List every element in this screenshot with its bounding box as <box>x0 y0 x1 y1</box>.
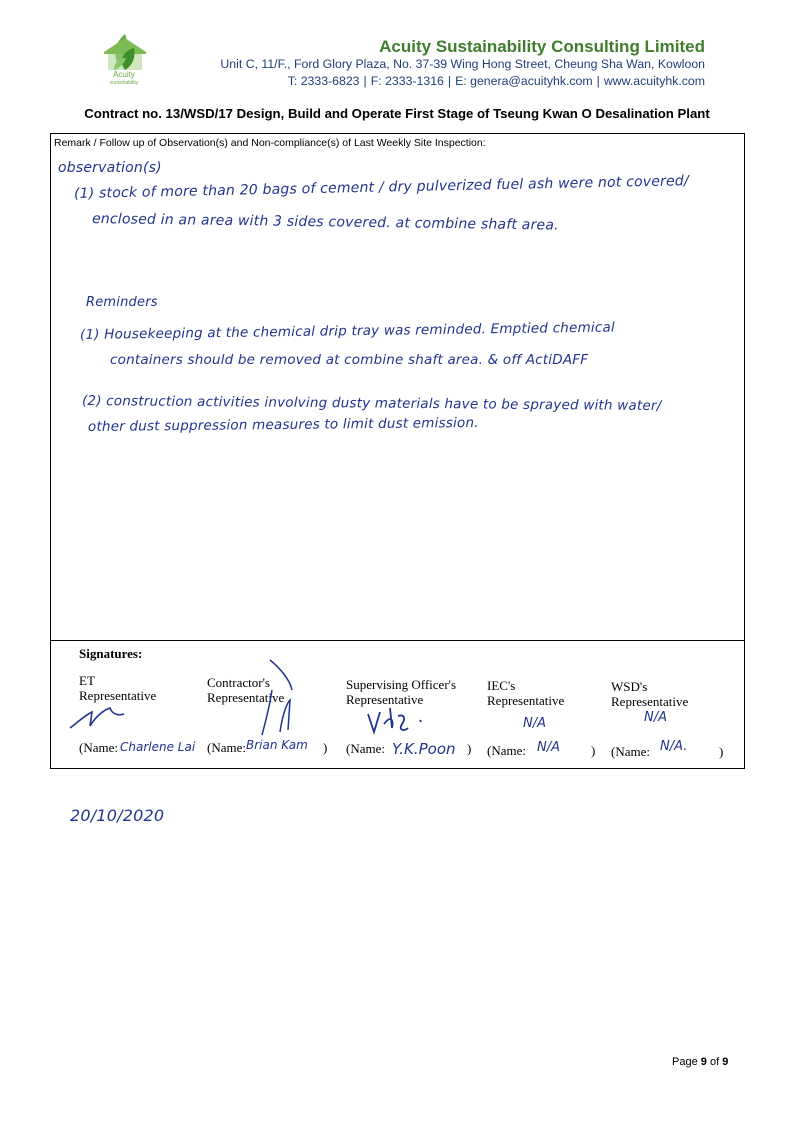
et-role-line2: Representative <box>79 688 157 703</box>
contractor-name-close: ) <box>323 740 328 755</box>
separator: | <box>447 74 452 88</box>
fax-number: F: 2333-1316 <box>370 74 444 88</box>
page-prefix: Page <box>672 1056 698 1068</box>
handwritten-line: enclosed in an area with 3 sides covered. at combine shaft area. <box>91 211 559 234</box>
handwritten-line: (2) construction activities involving dusty materials have to be sprayed with water/ <box>81 393 662 415</box>
signatures-divider <box>50 640 745 641</box>
handwritten-line: Reminders <box>86 295 158 310</box>
company-address: Unit C, 11/F., Ford Glory Plaza, No. 37-39 Wing Hong Street, Cheung Sha Wan, Kowloon <box>220 57 705 71</box>
website-address: www.acuityhk.com <box>603 74 705 88</box>
contractor-name-value: Brian Kam <box>246 738 308 752</box>
wsd-name-value: N/A. <box>660 739 688 754</box>
et-name-label: (Name: <box>79 740 118 755</box>
wsd-name-close: ) <box>719 744 724 759</box>
iec-name-close: ) <box>591 743 596 758</box>
page-current: 9 <box>700 1056 707 1068</box>
handwritten-line: other dust suppression measures to limit dust emission. <box>87 414 479 435</box>
iec-role-line1: IEC's <box>487 678 516 693</box>
so-role-line2: Representative <box>346 692 424 707</box>
contractor-role-line2: Representative <box>207 690 285 705</box>
handwritten-line: (1) stock of more than 20 bags of cement / dry pulverized fuel ash were not covered/ <box>73 173 690 202</box>
contract-title: Contract no. 13/WSD/17 Design, Build and Operate First Stage of Tseung Kwan O Desalination Plant <box>84 106 710 121</box>
so-name-label: (Name: <box>346 741 385 756</box>
logo-subtext: sustainability <box>109 80 139 86</box>
handwritten-date: 20/10/2020 <box>70 806 165 825</box>
page-of: of <box>709 1056 720 1068</box>
company-name: Acuity Sustainability Consulting Limited <box>379 37 705 56</box>
iec-name-value: N/A <box>537 740 560 755</box>
separator: | <box>596 74 600 88</box>
iec-name-label: (Name: <box>487 743 526 758</box>
email-address: E: genera@acuityhk.com <box>455 74 593 88</box>
phone-number: T: 2333-6823 <box>287 74 360 88</box>
iec-role-line2: Representative <box>487 693 565 708</box>
iec-signature: N/A <box>523 716 546 731</box>
et-name-value: Charlene Lai <box>120 740 196 754</box>
remark-label: Remark / Follow up of Observation(s) and Non-compliance(s) of Last Weekly Site Inspection: <box>54 137 486 149</box>
wsd-signature: N/A <box>644 710 667 725</box>
wsd-role-line1: WSD's <box>611 679 648 694</box>
contractor-name-label: (Name: <box>207 740 246 755</box>
et-role-line1: ET <box>79 673 95 688</box>
page-total: 9 <box>722 1056 729 1068</box>
so-role-line1: Supervising Officer's <box>346 677 457 692</box>
page-number <box>672 1056 728 1068</box>
handwritten-line: observation(s) <box>58 160 162 176</box>
logo-text: Acuity <box>113 70 135 79</box>
wsd-role-line2: Representative <box>611 694 689 709</box>
company-contacts <box>288 74 705 88</box>
contractor-role-line1: Contractor's <box>207 675 270 690</box>
handwritten-line: (1) Housekeeping at the chemical drip tray was reminded. Emptied chemical <box>79 319 615 343</box>
separator: | <box>363 74 367 88</box>
signatures-title: Signatures: <box>79 646 143 661</box>
wsd-name-label: (Name: <box>611 744 650 759</box>
so-name-close: ) <box>467 741 472 756</box>
so-name-value: Y.K.Poon <box>392 740 456 758</box>
handwritten-line: containers should be removed at combine shaft area. & off ActiDAFF <box>110 352 589 368</box>
